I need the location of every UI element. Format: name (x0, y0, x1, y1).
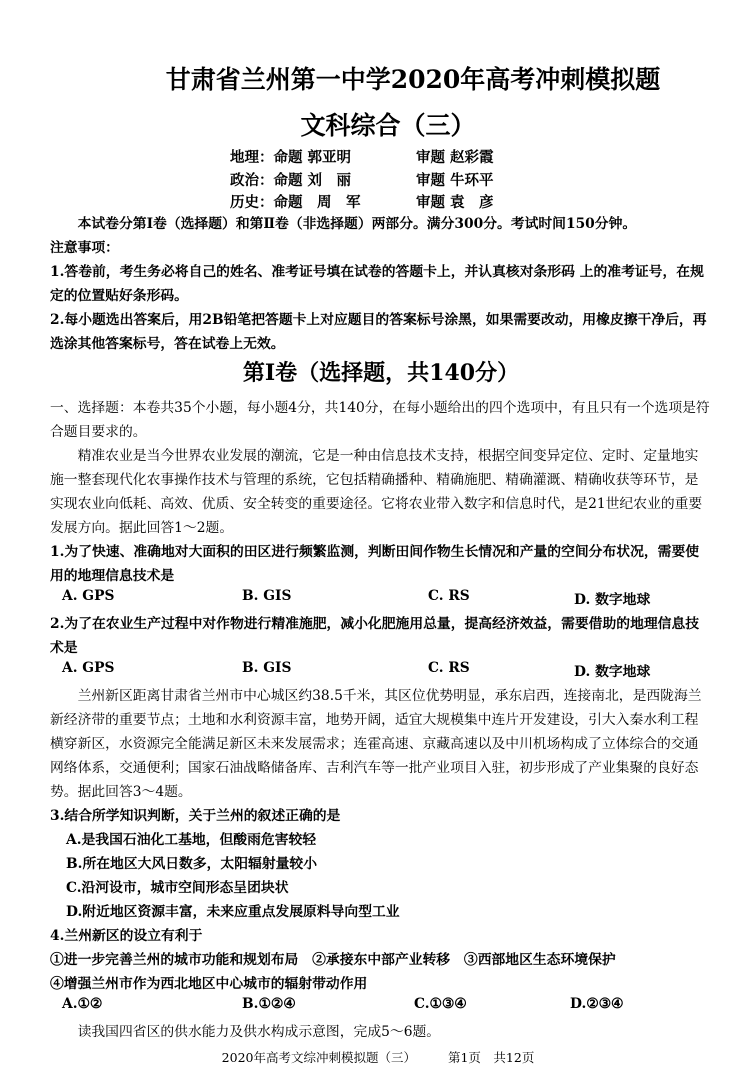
notice-item-1: 1.答卷前，考生务必将自己的姓名、准考证号填在试卷的答题卡上，并认真核对条形码 上的准考证号，在规定的位置贴好条形码。 (50, 264, 704, 304)
option-d: D.②③④ (570, 996, 624, 1012)
option-c: C.①③④ (414, 996, 467, 1012)
notice-heading: 注意事项： (50, 240, 119, 256)
passage-precision-agriculture: 精准农业是当今世界农业发展的潮流，它是一种由信息技术支持，根据空间变异定位、定时、定量地实施一整套现代化农事操作技术与管理的系统，它包括精确播种、精确施肥、精确灌溉、精确收获等环节，是实现农业向低耗、高效、优质、安全转变的重要途径。它将农业带入数字和信息时代，是21世纪农业的重要发展方向。据此回答1～2题。 (50, 448, 703, 536)
footer-page-number: 第1页 共12页 (447, 1050, 535, 1065)
question-4-statements-line-1: ①进一步完善兰州的城市功能和规划布局 ②承接东中部产业转移 ③西部地区生态环境保护 (50, 952, 616, 968)
section-title: 第Ⅰ卷（选择题，共140分） (242, 360, 520, 386)
exam-intro: 本试卷分第Ⅰ卷（选择题）和第Ⅱ卷（非选择题）两部分。满分300分。考试时间150分钟。 (77, 216, 637, 232)
section-instructions: 一、选择题：本卷共35个小题，每小题4分，共140分，在每小题给出的四个选项中，有且只有一个选项是符合题目要求的。 (50, 400, 710, 440)
question-2-options (62, 660, 722, 684)
staff-setter: 地理：命题 郭亚明 (230, 149, 352, 166)
option-a: A. GPS (62, 588, 115, 604)
staff-setter: 历史：命题 周 军 (230, 194, 361, 211)
question-3-option-d: D.附近地区资源丰富，未来应重点发展原料导向型工业 (66, 904, 400, 920)
question-2-stem: 2.为了在农业生产过程中对作物进行精准施肥，减小化肥施用总量，提高经济效益，需要借助的地理信息技术是 (50, 616, 700, 656)
question-3-option-a: A.是我国石油化工基地，但酸雨危害较轻 (66, 832, 317, 848)
staff-reviewer: 审题 赵彩霞 (416, 149, 494, 166)
staff-reviewer: 审题 牛环平 (416, 172, 494, 189)
option-b: B. GIS (242, 588, 292, 604)
staff-row-politics (230, 169, 494, 190)
option-b: B. GIS (242, 660, 292, 676)
staff-setter: 政治：命题 刘 丽 (230, 172, 352, 189)
question-4-statements-line-2: ④增强兰州市作为西北地区中心城市的辐射带动作用 (50, 976, 368, 992)
staff-row-geography (230, 146, 494, 167)
footer-title: 2020年高考文综冲刺模拟题（三） (221, 1050, 416, 1065)
question-1-stem: 1.为了快速、准确地对大面积的田区进行频繁监测，判断田间作物生长情况和产量的空间分布状况，需要使用的地理信息技术是 (50, 544, 700, 584)
option-a: A. GPS (62, 660, 115, 676)
exam-title: 甘肃省兰州第一中学2020年高考冲刺模拟题 (165, 65, 661, 94)
option-c: C. RS (428, 660, 470, 676)
passage-water-supply: 读我国四省区的供水能力及供水构成示意图，完成5～6题。 (77, 1024, 441, 1040)
notice-item-2: 2.每小题选出答案后，用2B铅笔把答题卡上对应题目的答案标号涂黑，如果需要改动，用橡皮擦干净后，再选涂其他答案标号，答在试卷上无效。 (50, 312, 707, 352)
staff-reviewer: 审题 袁 彦 (416, 194, 494, 211)
exam-subtitle: 文科综合（三） (300, 111, 476, 140)
question-3-stem: 3.结合所学知识判断，关于兰州的叙述正确的是 (50, 808, 341, 824)
option-d: D. 数字地球 (574, 664, 651, 680)
question-3-option-b: B.所在地区大风日数多，太阳辐射量较小 (66, 856, 318, 872)
question-4-options (62, 996, 722, 1020)
question-3-option-c: C.沿河设市，城市空间形态呈团块状 (66, 880, 289, 896)
question-1-options (62, 588, 722, 612)
passage-lanzhou-new-area: 兰州新区距离甘肃省兰州市中心城区约38.5千米，其区位优势明显，承东启西，连接南北，是西陇海兰新经济带的重要节点；土地和水利资源丰富，地势开阔，适宜大规模集中连片开发建设，引大入秦水利工程横穿新区，水资源完全能满足新区未来发展需求；连霍高速、京藏高速以及中川机场构成了立体综合的交通网络体系，交通便利；国家石油战略储备库、吉利汽车等一批产业项目入驻，初步形成了产业集聚的良好态势。据此回答3～4题。 (50, 688, 702, 800)
question-4-stem: 4.兰州新区的设立有利于 (50, 928, 203, 944)
staff-row-history (230, 191, 494, 212)
option-d: D. 数字地球 (574, 592, 651, 608)
option-c: C. RS (428, 588, 470, 604)
page-footer (0, 1048, 756, 1066)
option-b: B.①②④ (242, 996, 296, 1012)
option-a: A.①② (62, 996, 103, 1012)
